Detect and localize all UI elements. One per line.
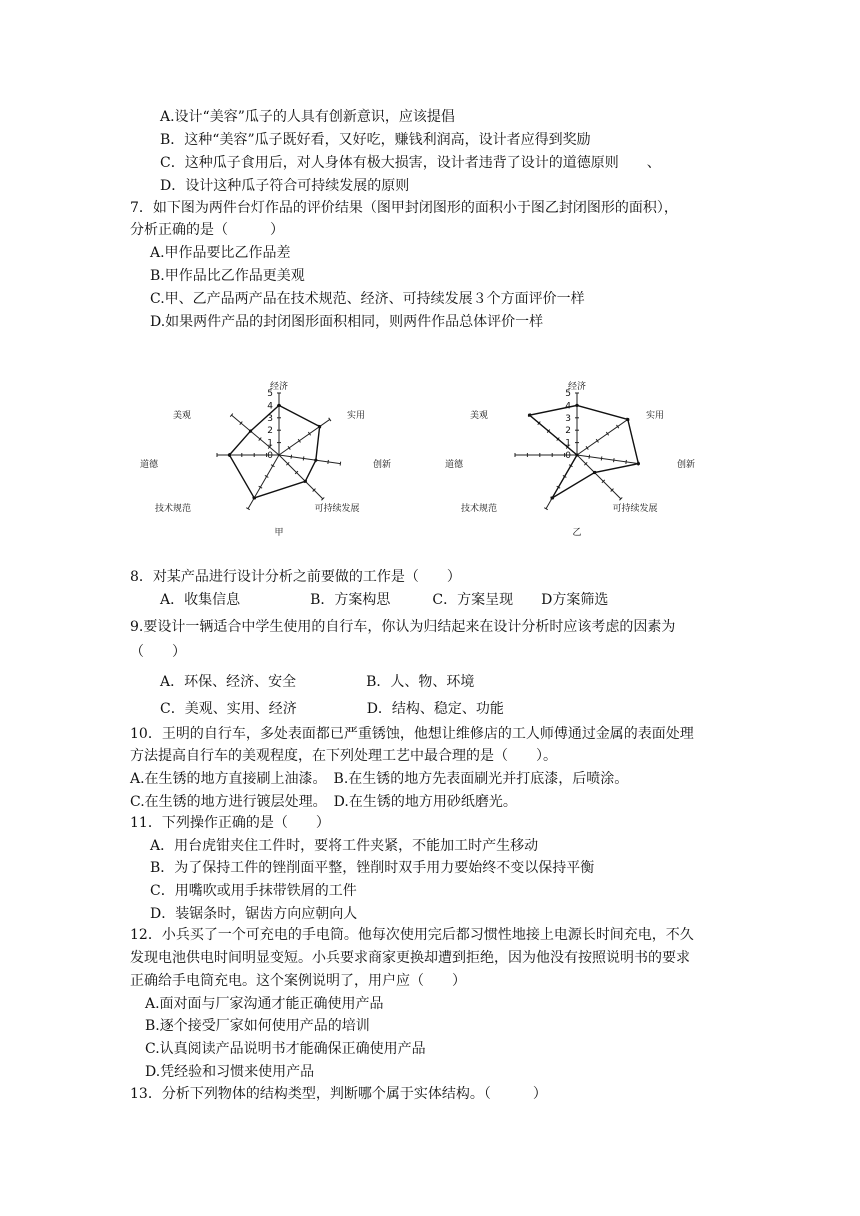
scale-tick-label: 0 xyxy=(565,451,571,461)
q9-stem-line1: 9.要设计一辆适合中学生使用的自行车，你认为归结起来在设计分析时应该考虑的因素为 xyxy=(130,619,676,635)
axis-label-5: 道德 xyxy=(444,460,464,470)
radar-point-4 xyxy=(551,496,554,499)
q12-option-d: D.凭经验和习惯来使用产品 xyxy=(145,1064,315,1080)
q8-options: A．收集信息 B．方案构思 C．方案呈现 D方案筛选 xyxy=(160,592,609,608)
q10-options-ab: A.在生锈的地方直接刷上油漆。 B.在生锈的地方先表面刷光并打底漆，后喷涂。 xyxy=(130,771,629,787)
q9-options-ab: A．环保、经济、安全 B．人、物、环境 xyxy=(160,674,475,690)
q7-option-c: C.甲、乙产品两产品在技术规范、经济、可持续发展３个方面评价一样 xyxy=(150,291,585,307)
axis-label-6: 美观 xyxy=(469,411,489,421)
radar-point-6 xyxy=(249,429,252,432)
q12-option-c: C.认真阅读产品说明书才能确保正确使用产品 xyxy=(145,1041,426,1057)
chart-title: 乙 xyxy=(572,528,582,538)
q8-stem: 8．对某产品进行设计分析之前要做的工作是（ ） xyxy=(130,569,461,585)
axis-tick-mark xyxy=(614,458,615,462)
scale-tick-label: 1 xyxy=(267,438,273,449)
q11-option-b: B．为了保持工件的锉削面平整，锉削时双手用力要始终不变以保持平衡 xyxy=(150,860,595,876)
radar-point-1 xyxy=(626,418,629,421)
axis-spoke-2 xyxy=(279,455,340,464)
q7-option-a: A.甲作品要比乙作品差 xyxy=(150,245,291,261)
radar-point-5 xyxy=(575,453,578,456)
q7-stem-line2: 分析正确的是（ ） xyxy=(130,222,284,238)
scale-tick-label: 1 xyxy=(565,438,571,449)
axis-label-3: 可持续发展 xyxy=(314,504,360,514)
q13-stem: 13．分析下列物体的结构类型，判断哪个属于实体结构。（ ） xyxy=(130,1086,547,1102)
axis-tick-mark xyxy=(601,456,602,460)
axis-tick-mark xyxy=(328,460,329,464)
q12-option-a: A.面对面与厂家沟通才能正确使用产品 xyxy=(145,996,384,1012)
radar-point-3 xyxy=(593,471,596,474)
axis-tick-mark xyxy=(589,455,590,459)
radar-point-2 xyxy=(637,462,640,465)
scale-tick-label: 2 xyxy=(267,426,273,437)
radar-point-4 xyxy=(253,496,256,499)
q10-stem-line2: 方法提高自行车的美观程度，在下列处理工艺中最合理的是（ ）。 xyxy=(130,748,557,764)
axis-spoke-1 xyxy=(279,419,330,455)
axis-label-4: 技术规范 xyxy=(460,504,498,514)
scale-tick-label: 0 xyxy=(267,451,273,461)
q12-stem-line3: 正确给手电筒充电。这个案例说明了，用户应（ ） xyxy=(130,973,466,989)
q6-option-c: C．这种瓜子食用后，对人身体有极大损害，设计者违背了设计的道德原则 、 xyxy=(160,155,661,171)
q7-stem-line1: 7．如下图为两件台灯作品的评价结果（图甲封闭图形的面积小于图乙封闭图形的面积）， xyxy=(130,200,678,216)
radar-chart-yi xyxy=(444,378,720,548)
axis-label-1: 实用 xyxy=(645,411,665,421)
axis-spoke-1 xyxy=(577,419,628,455)
axis-label-2: 创新 xyxy=(676,460,696,470)
scale-tick-label: 3 xyxy=(565,413,571,424)
radar-point-1 xyxy=(318,425,321,428)
axis-label-3: 可持续发展 xyxy=(612,504,658,514)
axis-label-1: 实用 xyxy=(346,411,366,421)
scale-tick-label: 4 xyxy=(267,401,273,412)
q6-option-b: B．这种“美容”瓜子既好看，又好吃，赚钱利润高，设计者应得到奖励 xyxy=(160,132,591,148)
q6-option-a: A.设计“美容”瓜子的人具有创新意识，应该提倡 xyxy=(160,109,455,125)
q11-option-c: C．用嘴吹或用手抹带铁屑的工件 xyxy=(150,883,357,899)
q12-stem-line2: 发现电池供电时间明显变短。小兵要求商家更换却遭到拒绝，因为他没有按照说明书的要求 xyxy=(130,950,690,966)
radar-point-6 xyxy=(528,414,531,417)
q10-stem-line1: 10．王明的自行车，多处表面都已严重锈蚀，他想让维修店的工人师傅通过金属的表面处理 xyxy=(130,726,694,742)
radar-point-3 xyxy=(304,480,307,483)
q12-option-b: B.逐个接受厂家如何使用产品的培训 xyxy=(145,1018,370,1034)
axis-label-0: 经济 xyxy=(567,382,587,392)
chart-title: 甲 xyxy=(274,528,284,538)
scale-tick-label: 5 xyxy=(565,389,571,399)
radar-point-0 xyxy=(277,404,280,407)
axis-tick-mark xyxy=(291,455,292,459)
axis-spoke-4 xyxy=(248,455,279,509)
q6-option-d: D．设计这种瓜子符合可持续发展的原则 xyxy=(160,178,410,194)
q9-stem-line2: （ ） xyxy=(130,644,186,660)
q7-option-b: B.甲作品比乙作品更美观 xyxy=(150,268,305,284)
axis-label-2: 创新 xyxy=(372,460,392,470)
axis-tick-mark xyxy=(303,456,304,460)
q12-stem-line1: 12．小兵买了一个可充电的手电筒。他每次使用完后都习惯性地接上电源长时间充电，不久 xyxy=(130,927,694,943)
scale-tick-label: 5 xyxy=(267,389,273,399)
q7-option-d: D.如果两件产品的封闭图形面积相同，则两件作品总体评价一样 xyxy=(150,314,544,330)
axis-spoke-3 xyxy=(577,455,621,499)
axis-tick-mark xyxy=(340,462,341,466)
radar-value-polygon xyxy=(530,405,639,498)
axis-label-6: 美观 xyxy=(172,411,192,421)
q10-options-cd: C.在生锈的地方进行镀层处理。 D.在生锈的地方用砂纸磨光。 xyxy=(130,794,517,810)
scale-tick-label: 4 xyxy=(565,401,571,412)
scale-tick-label: 2 xyxy=(565,426,571,437)
scale-tick-label: 3 xyxy=(267,413,273,424)
q9-options-cd: C．美观、实用、经济 D．结构、稳定、功能 xyxy=(160,701,504,717)
axis-spoke-2 xyxy=(577,455,638,464)
q11-option-d: D．装锯条时，锯齿方向应朝向人 xyxy=(150,906,358,922)
axis-tick-mark xyxy=(626,460,627,464)
axis-label-5: 道德 xyxy=(139,460,159,470)
radar-point-2 xyxy=(314,459,317,462)
axis-label-0: 经济 xyxy=(269,382,289,392)
q11-option-a: A．用台虎钳夹住工件时，要将工件夹紧，不能加工时产生移动 xyxy=(150,838,539,854)
radar-chart-jia xyxy=(130,378,400,548)
axis-label-4: 技术规范 xyxy=(154,504,192,514)
radar-point-0 xyxy=(575,404,578,407)
radar-point-5 xyxy=(228,453,231,456)
q11-stem: 11．下列操作正确的是（ ） xyxy=(130,815,330,831)
